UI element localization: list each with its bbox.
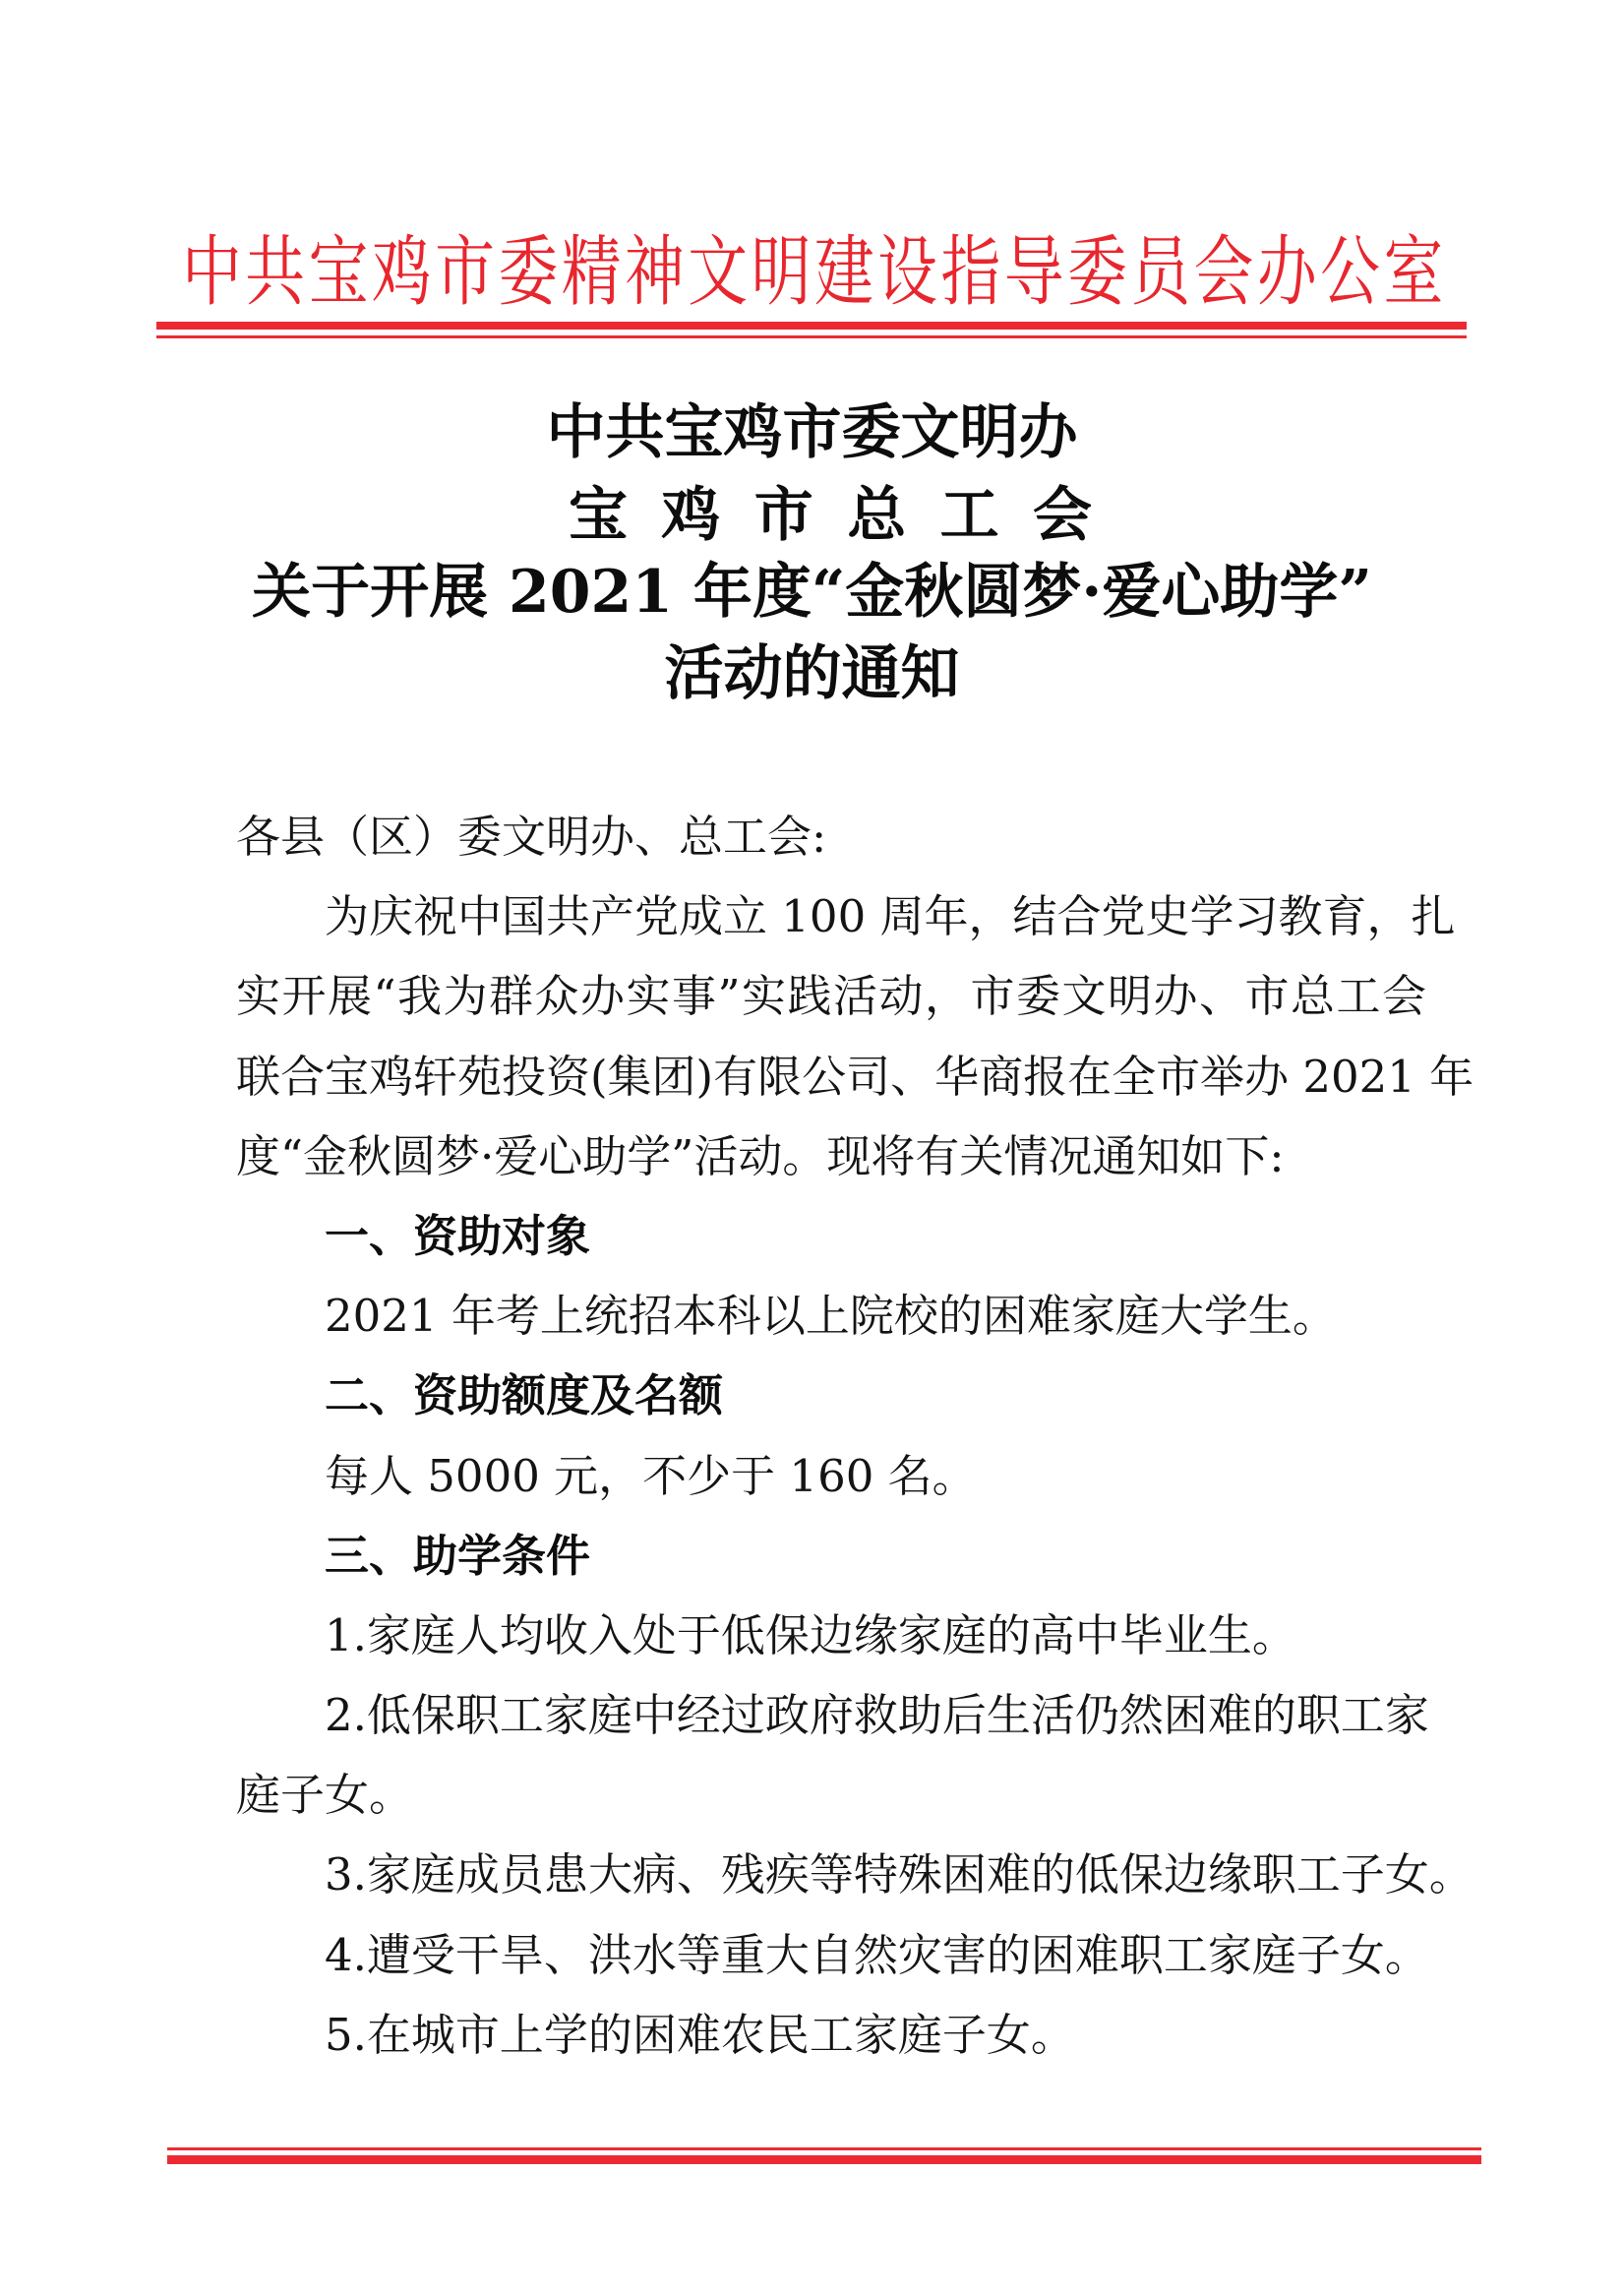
paragraph-line: 度“金秋圆梦·爱心助学”活动。现将有关情况通知如下: xyxy=(236,1129,1285,1182)
doc-title-subject-cont: 活动的通知 xyxy=(664,639,960,708)
doc-title-issuer-1: 中共宝鸡市委文明办 xyxy=(546,398,1078,467)
intro-paragraph xyxy=(236,876,1474,1196)
list-item: 1.家庭人均收入处于低保边缘家庭的高中毕业生。 xyxy=(325,1608,1296,1661)
footer-rule-thin xyxy=(167,2147,1481,2150)
letterhead-title: 中共宝鸡市委精神文明建设指导委员会办公室 xyxy=(182,228,1444,317)
letterhead xyxy=(182,228,1444,317)
salutation: 各县（区）委文明办、总工会: xyxy=(236,811,827,863)
document-body xyxy=(236,797,1474,2075)
paragraph-line: 联合宝鸡轩苑投资(集团)有限公司、华商报在全市举办 2021 年 xyxy=(236,1050,1474,1103)
section-heading: 二、资助额度及名额 xyxy=(325,1369,724,1422)
section-funding-amount xyxy=(236,1356,1426,1515)
paragraph-line: 实开展“我为群众办实事”实践活动，市委文明办、市总工会 xyxy=(236,970,1426,1023)
section-eligibility xyxy=(236,1516,1474,2075)
paragraph-line: 为庆祝中国共产党成立 100 周年，结合党史学习教育，扎 xyxy=(325,890,1456,943)
section-heading: 三、助学条件 xyxy=(325,1529,591,1582)
list-item: 4.遭受干旱、洪水等重大自然灾害的困难职工家庭子女。 xyxy=(325,1928,1429,1981)
list-item: 5.在城市上学的困难农民工家庭子女。 xyxy=(325,2008,1075,2061)
section-funding-target xyxy=(236,1196,1426,1356)
paragraph-line: 每人 5000 元，不少于 160 名。 xyxy=(325,1449,977,1502)
letterhead-rule-thick xyxy=(156,322,1467,330)
list-item: 2.低保职工家庭中经过政府救助后生活仍然困难的职工家 xyxy=(325,1689,1429,1742)
footer-rule-thick xyxy=(167,2155,1481,2164)
list-item-continuation: 庭子女。 xyxy=(236,1769,414,1822)
doc-title-issuer-2: 宝 鸡 市 总 工 会 xyxy=(569,481,1092,550)
list-item: 3.家庭成员患大病、残疾等特殊困难的低保边缘职工子女。 xyxy=(325,1848,1474,1902)
letterhead-rule-thin xyxy=(156,335,1467,338)
paragraph-line: 2021 年考上统招本科以上院校的困难家庭大学生。 xyxy=(325,1290,1337,1343)
doc-title-subject: 关于开展 2021 年度“金秋圆梦·爱心助学” xyxy=(252,558,1372,627)
section-heading: 一、资助对象 xyxy=(325,1209,591,1262)
